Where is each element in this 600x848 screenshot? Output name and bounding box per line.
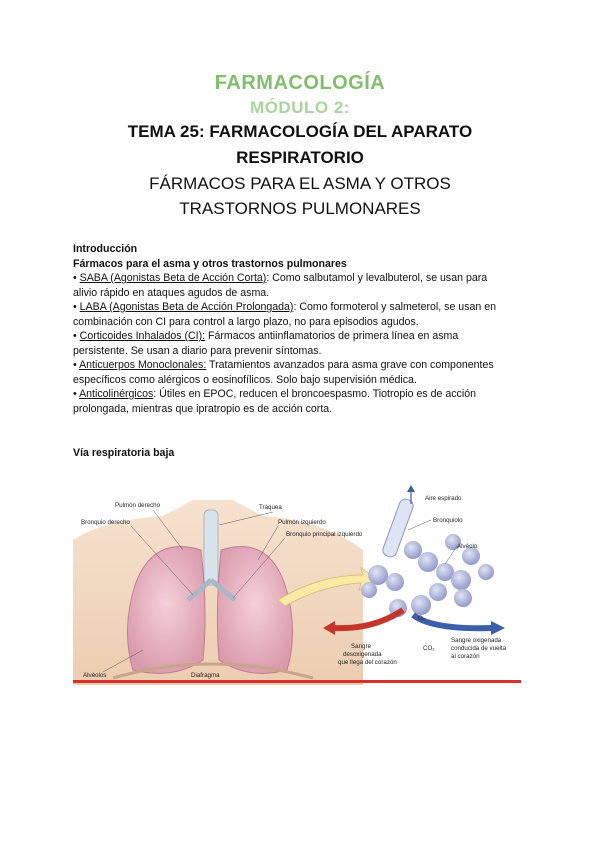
list-item-text: Fármacos antiinflamatorios de primera línea en asma [205, 330, 459, 342]
intro-subheading: Fármacos para el asma y otros trastornos pulmonares [73, 257, 347, 270]
label-expired-air: Aire espirado [425, 495, 462, 502]
list-item-term: LABA (Agonistas Beta de Acción Prolongada) [79, 301, 294, 313]
label-deoxygenated-1: Sangre [351, 643, 371, 650]
topic-title-line2: RESPIRATORIO [236, 148, 364, 167]
label-bronchiole: Bronquiolo [433, 517, 463, 524]
label-right-lung: Pulmón derecho [115, 502, 161, 509]
list-item-term: Corticoides Inhalados (CI): [79, 330, 206, 342]
label-trachea: Tráquea [259, 504, 282, 511]
list-item-text: : Como formoterol y salmeterol, se usan en [293, 301, 496, 313]
label-o2: O₂ [418, 615, 426, 622]
list-item [73, 300, 533, 315]
label-deoxygenated-2: desoxigenada [343, 651, 382, 658]
label-oxygenated-3: al corazón [451, 653, 480, 660]
intro-heading: Introducción [73, 243, 138, 255]
intro-section [73, 242, 533, 416]
list-item-continuation: prolongada, mientras que ipratropio es de acción corta. [73, 402, 333, 415]
list-item-continuation: combinación con CI para control a largo plazo, no para episodios agudos. [73, 315, 419, 328]
bullet: • [73, 301, 77, 313]
subtitle-line2: TRASTORNOS PULMONARES [179, 199, 421, 218]
label-alveolus: Alvéolo [457, 543, 478, 550]
list-item-term: SABA (Agonistas Beta de Acción Corta) [79, 272, 267, 284]
module-title: MÓDULO 2: [250, 98, 350, 117]
label-right-bronchus: Bronquio derecho [81, 519, 130, 526]
section-heading-lower-airway: Vía respiratoria baja [73, 447, 175, 459]
document-subject: FARMACOLOGÍA [214, 72, 386, 94]
figure-bottom-rule [73, 680, 521, 683]
topic-title-line1: TEMA 25: FARMACOLOGÍA DEL APARATO [127, 122, 473, 141]
trachea-illustration [204, 510, 218, 585]
list-item-text: : Como salbutamol y levalbuterol, se usan para [266, 272, 488, 284]
label-left-main-bronchus: Bronquio principal izquierdo [286, 531, 363, 538]
label-co2: CO₂ [423, 645, 435, 652]
list-item-continuation: alivio rápido en ataques agudos de asma. [73, 286, 270, 299]
bullet: • [73, 272, 77, 284]
label-oxygenated-2: conducida de vuelta [451, 645, 507, 652]
list-item-continuation: persistente. Se usan a diario para prevenir síntomas. [73, 344, 322, 357]
label-alveoli: Alvéolos [83, 672, 107, 679]
list-item [73, 271, 533, 286]
list-item [73, 329, 533, 344]
respiratory-figure [73, 480, 521, 685]
bullet: • [73, 388, 77, 400]
label-oxygenated-1: Sangre oxigenada [451, 637, 502, 644]
label-diaphragm: Diafragma [191, 672, 220, 679]
list-item [73, 358, 533, 373]
list-item-text: : Útiles en EPOC, reducen el broncoespasmo. Tiotropio es de acción [153, 388, 476, 400]
label-left-lung: Pulmón izquierdo [278, 519, 326, 526]
list-item-text: Tratamientos avanzados para asma grave con componentes [206, 359, 494, 371]
list-item-term: Anticuerpos Monoclonales: [79, 359, 207, 371]
list-item-term: Anticolinérgicos [79, 388, 154, 400]
bullet: • [73, 330, 77, 342]
label-deoxygenated-3: que llega del corazón [338, 659, 397, 666]
list-item-continuation: específicos como alérgicos o eosinofílicos. Solo bajo supervisión médica. [73, 373, 417, 386]
list-item [73, 387, 533, 402]
bullet: • [73, 359, 77, 371]
subtitle-line1: FÁRMACOS PARA EL ASMA Y OTROS [149, 174, 451, 193]
